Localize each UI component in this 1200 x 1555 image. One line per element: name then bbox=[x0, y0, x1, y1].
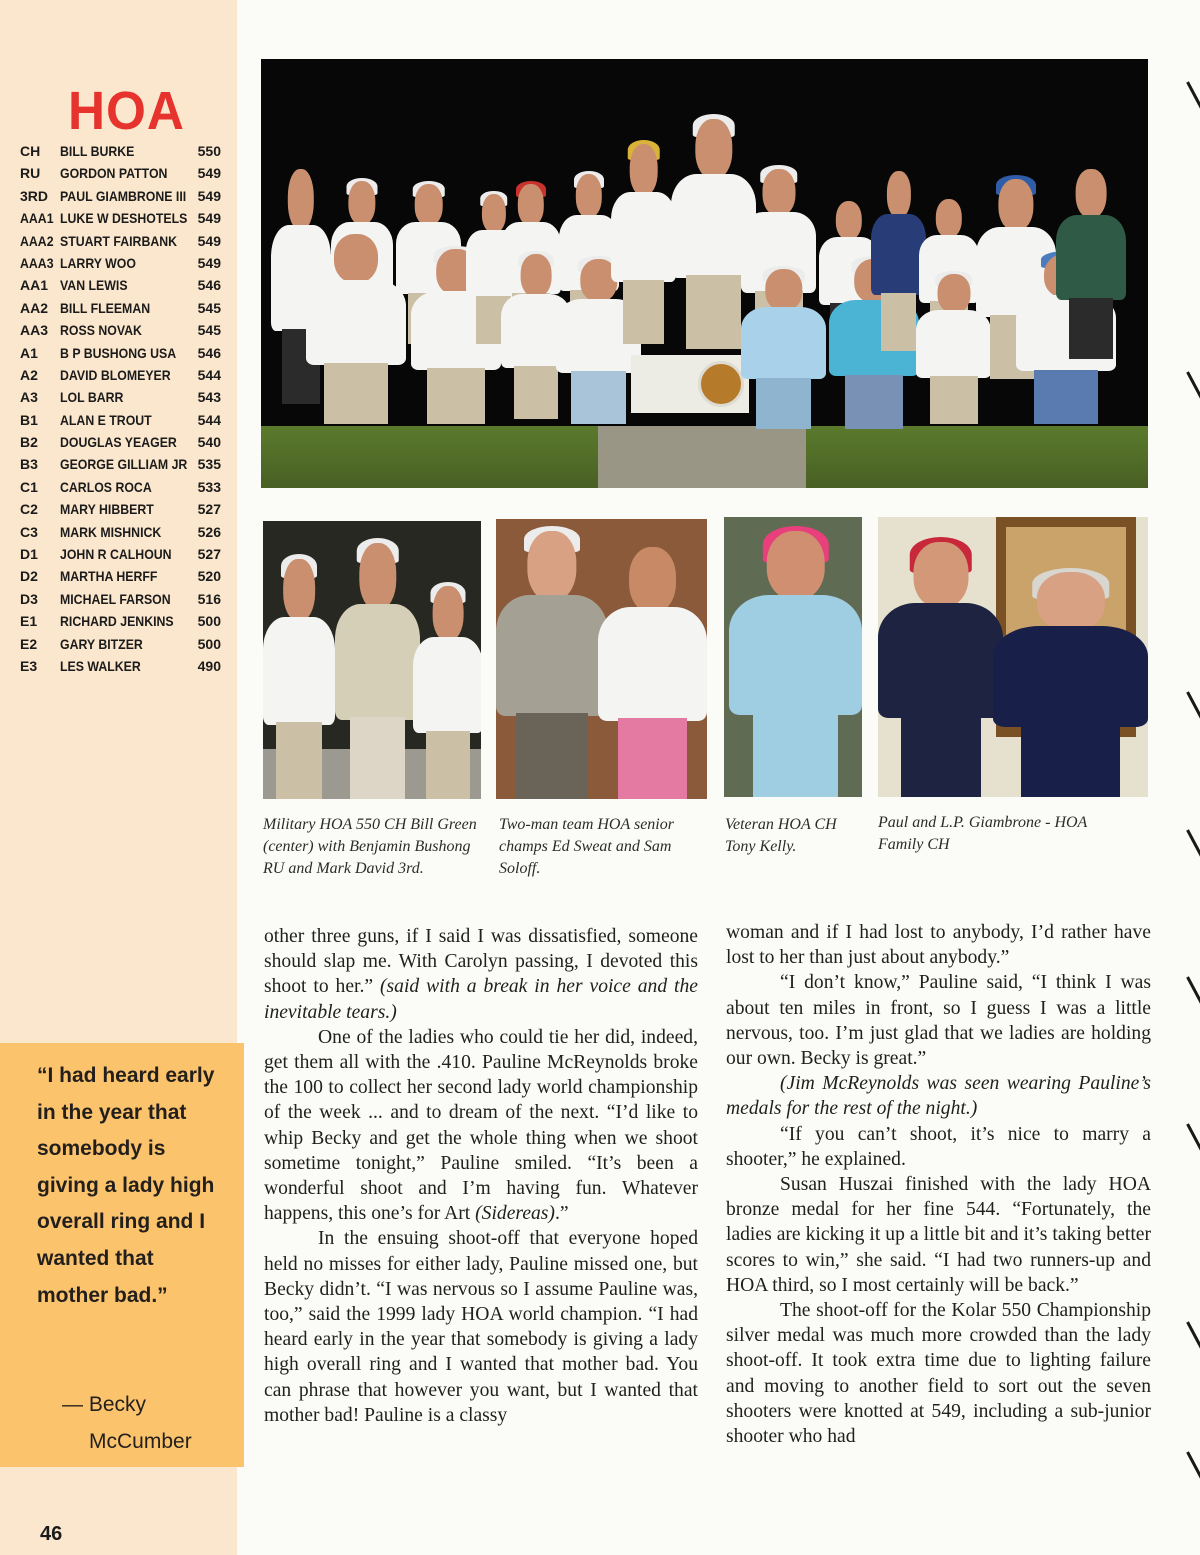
result-score: 546 bbox=[197, 277, 221, 294]
result-score: 549 bbox=[197, 210, 221, 227]
article-column-1 bbox=[264, 924, 698, 1428]
article-paragraph: woman and if I had lost to anybody, I’d rather have lost to her than just about anybody.” bbox=[726, 922, 1151, 969]
pull-quote-attribution-name: McCumber bbox=[89, 1430, 192, 1453]
result-name: VAN LEWIS bbox=[60, 277, 128, 294]
article-paragraph: “I don’t know,” Pauline said, “I think I was about ten miles in front, so I guess I was a little nervous, too. I’m just glad that we ladies are holding our own. Becky is great.” bbox=[726, 972, 1151, 1070]
article-text: .” bbox=[554, 1203, 569, 1225]
photo-person bbox=[741, 269, 826, 429]
result-score: 500 bbox=[197, 613, 221, 630]
result-row bbox=[20, 633, 225, 655]
result-class: D2 bbox=[20, 568, 38, 585]
result-name: BILL BURKE bbox=[60, 143, 135, 159]
result-class: B3 bbox=[20, 456, 38, 473]
article-paragraph bbox=[264, 924, 698, 1025]
article-aside: (Jim McReynolds was seen wearing Pauline’s medals for the rest of the night.) bbox=[726, 1073, 1151, 1120]
result-row bbox=[20, 297, 225, 319]
result-class: RU bbox=[20, 165, 41, 182]
photo-veteran-ch bbox=[724, 517, 862, 797]
result-class: E2 bbox=[20, 635, 38, 652]
result-class: E3 bbox=[20, 657, 38, 674]
result-row bbox=[20, 162, 225, 184]
result-name: DAVID BLOMEYER bbox=[60, 366, 171, 383]
photo-senior-champs bbox=[496, 519, 707, 799]
result-class: D1 bbox=[20, 546, 38, 563]
result-row bbox=[20, 364, 225, 386]
result-name: MICHAEL FARSON bbox=[60, 590, 171, 607]
article-aside: (said with a break in her voice and the inevitable tears.) bbox=[264, 976, 698, 1023]
result-name: ROSS NOVAK bbox=[60, 322, 142, 339]
result-score: 549 bbox=[197, 254, 221, 271]
result-score: 545 bbox=[197, 299, 221, 316]
result-name: MARTHA HERFF bbox=[60, 568, 158, 585]
result-score: 535 bbox=[197, 456, 221, 473]
photo-person bbox=[306, 234, 406, 424]
result-name: B P BUSHONG USA bbox=[60, 344, 177, 361]
podium-emblem bbox=[698, 361, 744, 407]
result-row bbox=[20, 274, 225, 296]
pull-quote-attribution: — Becky bbox=[62, 1393, 147, 1416]
article-text: One of the ladies who could tie her did, indeed, get them all with the .410. Pauline McReynolds broke the 100 to collect her second lady world championship of the week ... and to dream of the next. “I’d like to whip Becky and get the whole thing when we shoot sometime tonight,” Pauline smiled. “It’s been a wonderful shoot and I’m having fun. Whatever happens, this one’s for Art bbox=[264, 1026, 698, 1225]
article-text: other three guns, if I said I was dissatisfied, someone should slap me. With Carolyn passing, I devoted this shoot to her.” bbox=[264, 926, 698, 998]
result-class: A2 bbox=[20, 366, 38, 383]
result-row bbox=[20, 140, 225, 162]
edge-mark bbox=[1186, 691, 1200, 722]
photo-person bbox=[598, 547, 707, 799]
result-score: 526 bbox=[197, 523, 221, 540]
photo-person bbox=[729, 531, 862, 797]
caption-military-hoa: Military HOA 550 CH Bill Green (center) with Benjamin Bushong RU and Mark David 3rd. bbox=[263, 816, 477, 877]
photo-person bbox=[878, 542, 1003, 797]
result-score: 490 bbox=[197, 657, 221, 674]
result-row bbox=[20, 386, 225, 408]
result-score: 533 bbox=[197, 478, 221, 495]
result-name: DOUGLAS YEAGER bbox=[60, 434, 177, 451]
result-class: C2 bbox=[20, 501, 38, 518]
result-row bbox=[20, 543, 225, 565]
result-class: B2 bbox=[20, 434, 38, 451]
result-score: 520 bbox=[197, 568, 221, 585]
pull-quote: “I had heard early in the year that somebody is giving a lady high overall ring and I wanted that mother bad.” bbox=[37, 1064, 215, 1307]
caption-family-ch: Paul and L.P. Giambrone - HOA Family CH bbox=[878, 814, 1088, 853]
photo-person bbox=[263, 559, 335, 799]
article-column-2 bbox=[726, 920, 1151, 1449]
result-class: D3 bbox=[20, 590, 38, 607]
result-class: CH bbox=[20, 143, 41, 159]
result-row bbox=[20, 252, 225, 274]
result-name: MARK MISHNICK bbox=[60, 523, 162, 540]
result-row bbox=[20, 565, 225, 587]
result-name: GORDON PATTON bbox=[60, 165, 168, 182]
result-score: 500 bbox=[197, 635, 221, 652]
result-row bbox=[20, 453, 225, 475]
result-class: AAA1 bbox=[20, 210, 54, 227]
result-name: RICHARD JENKINS bbox=[60, 613, 174, 630]
edge-mark bbox=[1186, 1451, 1200, 1482]
article-paragraph: The shoot-off for the Kolar 550 Championship silver medal was much more crowded than the lady shoot-off. It took extra time due to lighting failure and moving to another field to sort out the seven shooters were knotted at 549, including a sub-junior shooter who had bbox=[726, 1300, 1151, 1448]
photo-military-hoa bbox=[263, 521, 481, 799]
edge-mark bbox=[1186, 829, 1200, 860]
edge-mark bbox=[1186, 371, 1200, 402]
result-name: GARY BITZER bbox=[60, 635, 143, 652]
result-class: AA1 bbox=[20, 277, 49, 294]
result-name: LARRY WOO bbox=[60, 254, 136, 271]
photo-person bbox=[496, 531, 608, 799]
result-name: LUKE W DESHOTELS bbox=[60, 210, 188, 227]
photo-person bbox=[993, 572, 1148, 797]
photo-person bbox=[1056, 169, 1126, 359]
article-paragraph: Susan Huszai finished with the lady HOA bronze medal for her fine 544. “Fortunately, the ladies are kicking it up a little bit and it’s taking better scores to win,” she said. “I had two runners-up and HOA third, so I most certainly will be back.” bbox=[726, 1174, 1151, 1296]
result-score: 527 bbox=[197, 501, 221, 518]
caption-veteran-ch: Veteran HOA CH Tony Kelly. bbox=[725, 816, 837, 855]
photo-family-ch bbox=[878, 517, 1148, 797]
results-list bbox=[20, 140, 225, 677]
article-aside: (Sidereas) bbox=[475, 1203, 555, 1225]
result-row bbox=[20, 476, 225, 498]
result-score: 549 bbox=[197, 187, 221, 204]
result-class: C1 bbox=[20, 478, 38, 495]
group-photo bbox=[261, 59, 1148, 488]
result-class: A1 bbox=[20, 344, 38, 361]
result-score: 544 bbox=[197, 366, 221, 383]
caption-senior-champs: Two-man team HOA senior champs Ed Sweat and Sam Soloff. bbox=[499, 816, 674, 877]
result-row bbox=[20, 319, 225, 341]
photo-person bbox=[335, 543, 420, 799]
result-name: PAUL GIAMBRONE III bbox=[60, 187, 187, 204]
result-row bbox=[20, 230, 225, 252]
result-score: 549 bbox=[197, 165, 221, 182]
result-score: 516 bbox=[197, 590, 221, 607]
result-class: B1 bbox=[20, 411, 38, 428]
edge-mark bbox=[1186, 1123, 1200, 1154]
result-class: 3RD bbox=[20, 187, 49, 204]
article-paragraph: “If you can’t shoot, it’s nice to marry a shooter,” he explained. bbox=[726, 1123, 1151, 1170]
result-class: E1 bbox=[20, 613, 38, 630]
result-class: AAA2 bbox=[20, 232, 54, 249]
result-row bbox=[20, 342, 225, 364]
edge-mark bbox=[1186, 1321, 1200, 1352]
result-name: LOL BARR bbox=[60, 389, 124, 406]
result-name: ALAN E TROUT bbox=[60, 411, 152, 428]
result-name: JOHN R CALHOUN bbox=[60, 546, 172, 563]
result-class: AA3 bbox=[20, 322, 49, 339]
article-paragraph bbox=[726, 1071, 1151, 1121]
result-row bbox=[20, 588, 225, 610]
article-paragraph: In the ensuing shoot-off that everyone hoped held no misses for either lady, Pauline missed one, but Becky didn’t. “I was nervous so I assume Pauline was, too,” said the 1999 lady HOA world champion. “I had heard early in the year that somebody is giving a lady high overall ring and I wanted that mother bad. You can phrase that however you want, but I wanted that mother bad! Pauline is a classy bbox=[264, 1228, 698, 1426]
result-score: 549 bbox=[197, 232, 221, 249]
result-class: AA2 bbox=[20, 299, 49, 316]
result-row bbox=[20, 431, 225, 453]
article-paragraph bbox=[264, 1025, 698, 1227]
page-edge-marks bbox=[1190, 0, 1200, 1555]
result-name: LES WALKER bbox=[60, 657, 141, 674]
result-score: 550 bbox=[197, 143, 221, 159]
result-score: 540 bbox=[197, 434, 221, 451]
photo-person bbox=[413, 586, 481, 799]
result-score: 544 bbox=[197, 411, 221, 428]
photo-person bbox=[611, 144, 676, 344]
result-row bbox=[20, 207, 225, 229]
result-score: 527 bbox=[197, 546, 221, 563]
result-score: 545 bbox=[197, 322, 221, 339]
result-class: AAA3 bbox=[20, 254, 54, 271]
result-class: A3 bbox=[20, 389, 38, 406]
edge-mark bbox=[1186, 81, 1200, 112]
result-class: C3 bbox=[20, 523, 38, 540]
result-score: 546 bbox=[197, 344, 221, 361]
result-row bbox=[20, 610, 225, 632]
hoa-heading: HOA bbox=[68, 81, 185, 141]
result-score: 543 bbox=[197, 389, 221, 406]
result-row bbox=[20, 655, 225, 677]
photo-path bbox=[598, 426, 806, 488]
result-name: MARY HIBBERT bbox=[60, 501, 154, 518]
result-name: BILL FLEEMAN bbox=[60, 299, 151, 316]
result-row bbox=[20, 409, 225, 431]
result-name: STUART FAIRBANK bbox=[60, 232, 178, 249]
edge-mark bbox=[1186, 976, 1200, 1007]
result-name: GEORGE GILLIAM JR bbox=[60, 456, 188, 473]
page-number: 46 bbox=[40, 1523, 63, 1545]
result-row bbox=[20, 185, 225, 207]
result-row bbox=[20, 498, 225, 520]
result-row bbox=[20, 521, 225, 543]
result-name: CARLOS ROCA bbox=[60, 478, 152, 495]
